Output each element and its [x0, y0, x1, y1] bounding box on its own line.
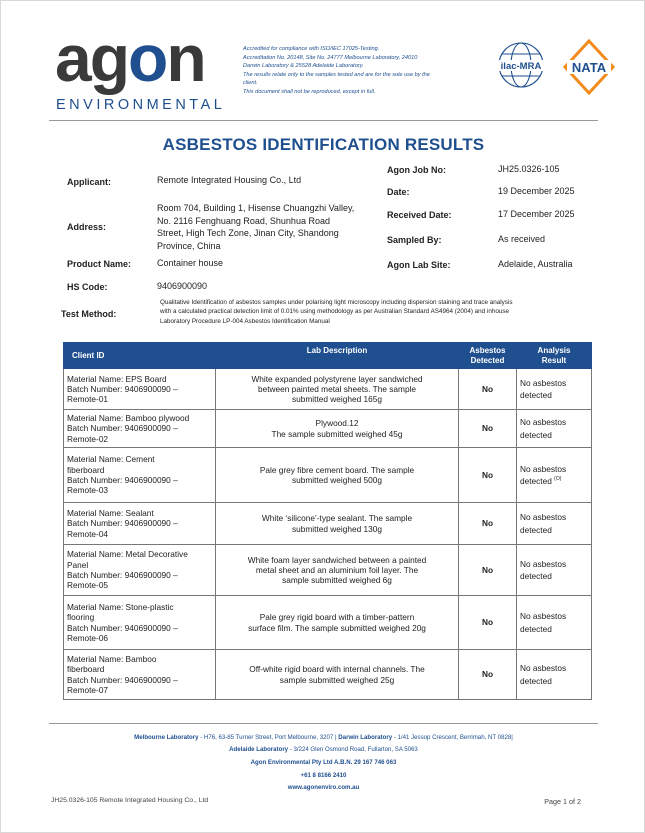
asbestos-detected-cell: No	[459, 448, 517, 503]
lab-description-header: Lab Description	[216, 343, 459, 369]
result-line: No asbestos	[520, 611, 567, 622]
logo-part-1: ag	[55, 21, 129, 95]
desc-line: Pale grey rigid board with a timber-pattern	[259, 612, 415, 623]
result-line	[520, 622, 588, 634]
id-line: Material Name: Bamboo	[67, 653, 157, 664]
nata-logo	[559, 37, 619, 97]
desc-line: Off-white rigid board with internal channels. The	[249, 664, 425, 675]
result-line: No asbestos	[520, 463, 567, 474]
analysis-result-header	[517, 343, 592, 369]
id-line: Batch Number: 9406900090 –	[67, 518, 178, 529]
id-line: Remote-02	[67, 433, 109, 444]
result-line	[520, 388, 588, 400]
table-row	[64, 503, 592, 545]
id-line: Material Name: Sealant	[67, 508, 154, 519]
footer-phone: +61 8 8166 2410	[300, 772, 347, 779]
id-line: Remote-03	[67, 485, 109, 496]
header-line: Result	[541, 355, 567, 365]
accreditation-line: Accredited for compliance with ISO/IEC 17025-Testing.	[243, 46, 380, 52]
lab-description-cell	[216, 650, 459, 700]
result-line	[520, 428, 588, 440]
result-text: detected	[520, 475, 552, 486]
accreditation-line: Accreditation No. 20148, Site No. 24777 Melbourne Laboratory, 24010	[243, 54, 418, 61]
asbestos-detected-cell: No	[459, 410, 517, 448]
client-id-cell	[64, 596, 216, 650]
method-line: with a calculated practical detection limit of 0.01% using methodology as per Australian Standard AS4964 (2004) and inhouse	[160, 308, 509, 316]
analysis-result-cell	[517, 448, 592, 503]
address-line: Province, China	[157, 240, 221, 251]
hs-code-value: 9406900090	[157, 281, 208, 291]
job-no-value: JH25.0326-105	[498, 164, 560, 174]
results-table	[63, 342, 592, 700]
asbestos-detected-cell: No	[459, 596, 517, 650]
accreditation-line: client.	[243, 80, 258, 87]
page-number: Page 1 of 2	[544, 797, 581, 806]
address-line: Street, High Tech Zone, Jinan City, Shandong	[157, 228, 339, 238]
desc-line: metal sheet and an aluminium foil layer. The	[255, 564, 419, 575]
lab-description-cell	[216, 369, 459, 410]
id-line: Batch Number: 9406900090 –	[67, 475, 178, 485]
page-title: ASBESTOS IDENTIFICATION RESULTS	[162, 135, 485, 154]
ilac-label: ilac-MRA	[500, 61, 542, 72]
id-line: Material Name: Cement	[67, 454, 155, 465]
method-line: Qualitative Identification of asbestos samples under polarising light microscopy including dispersion staining and trace analysis	[160, 299, 513, 306]
applicant-value: Remote Integrated Housing Co., Ltd	[157, 175, 302, 185]
sampled-by-label: Sampled By:	[387, 235, 442, 245]
client-id-cell	[64, 503, 216, 545]
result-line: No asbestos	[520, 512, 567, 523]
id-line: fiberboard	[67, 664, 105, 675]
product-name-label: Product Name:	[67, 259, 132, 269]
id-line: Material Name: EPS Board	[67, 373, 167, 384]
analysis-result-cell	[517, 596, 592, 650]
accreditation-line: The results relate only to the samples tested and are for the sole use by the	[243, 71, 430, 78]
footer-labs-line-1	[1, 734, 645, 741]
lab-description-cell	[216, 448, 459, 503]
address-label: Address:	[67, 222, 107, 232]
result-note: (O)	[554, 476, 562, 483]
id-line: Material Name: Bamboo plywood	[67, 413, 190, 424]
date-label: Date:	[387, 187, 410, 197]
result-line	[520, 569, 588, 581]
desc-line: sample submitted weighed 25g	[279, 674, 395, 685]
table-row	[64, 410, 592, 448]
header-line: Analysis	[537, 345, 571, 355]
asbestos-detected-header	[459, 343, 517, 369]
footer-company: Agon Environmental Pty Ltd A.B.N. 29 167 746 063	[250, 759, 397, 766]
melbourne-lab-label: Melbourne Laboratory	[134, 734, 199, 741]
header-line: Detected	[470, 355, 505, 365]
desc-line: between painted metal sheets. The sample	[257, 383, 417, 394]
result-line: No asbestos	[520, 558, 567, 569]
desc-line: surface film. The sample submitted weighed 20g	[248, 622, 426, 633]
asbestos-detected-cell: No	[459, 545, 517, 596]
id-line: Batch Number: 9406900090 –	[67, 423, 178, 434]
id-line: fiberboard	[67, 464, 105, 475]
method-line: Laboratory Procedure LP-004 Asbestos Identification Manual	[160, 317, 330, 325]
received-date-label: Received Date:	[387, 210, 452, 220]
analysis-result-cell	[517, 503, 592, 545]
asbestos-detected-cell: No	[459, 503, 517, 545]
darwin-lab-address: - 1/41 Jessop Crescent, Berrimah, NT 0828|	[392, 734, 513, 741]
melbourne-lab-address: - H76, 63-85 Turner Street, Port Melbourne, 3207 |	[198, 734, 339, 741]
id-line: Panel	[67, 559, 89, 570]
accreditation-line: This document shall not be reproduced, except in full.	[243, 88, 376, 95]
address-line: No. 2116 Fenghuang Road, Shunhua Road	[157, 215, 330, 226]
desc-line: Pale grey fibre cement board. The sample	[259, 464, 415, 475]
desc-line: submitted weighed 500g	[292, 475, 382, 485]
accreditation-line: Darwin Laboratory & 25528 Adelaide Laboratory.	[243, 63, 364, 70]
client-id-cell	[64, 650, 216, 700]
result-text: detected	[520, 570, 552, 581]
result-text: detected	[520, 623, 552, 634]
lab-description-cell	[216, 596, 459, 650]
id-line: Material Name: Stone-plastic	[67, 601, 174, 612]
table-row	[64, 369, 592, 410]
accreditation-text	[243, 45, 475, 97]
table-row	[64, 448, 592, 503]
product-name-value: Container house	[157, 258, 224, 268]
result-line	[520, 674, 588, 686]
test-method-text	[160, 298, 600, 326]
id-line: Batch Number: 9406900090 –	[67, 674, 178, 685]
desc-line: sample submitted weighed 6g	[282, 575, 392, 586]
logo-part-2: o	[128, 21, 167, 95]
asbestos-detected-cell: No	[459, 650, 517, 700]
id-line: Batch Number: 9406900090 –	[67, 570, 178, 580]
desc-line: The sample submitted weighed 45g	[271, 428, 403, 439]
id-line: Remote-07	[67, 684, 109, 695]
received-date-value: 17 December 2025	[498, 209, 575, 219]
adelaide-lab-label: Adelaide Laboratory	[229, 746, 289, 753]
desc-line: White ‘silicone’-type sealant. The sample	[261, 513, 413, 524]
agon-logo	[55, 23, 205, 93]
result-line: No asbestos	[520, 663, 567, 674]
job-no-label: Agon Job No:	[387, 165, 446, 175]
lab-description-cell	[216, 410, 459, 448]
analysis-result-cell	[517, 650, 592, 700]
header-line: Asbestos	[469, 345, 506, 355]
id-line: Remote-01	[67, 394, 109, 405]
document-reference: JH25.0326-105 Remote Integrated Housing Co., Ltd	[51, 797, 209, 804]
desc-line: submitted weighed 165g	[292, 394, 382, 405]
result-line	[520, 523, 588, 535]
id-line: Remote-04	[67, 528, 109, 539]
header-divider	[49, 120, 598, 121]
id-line: Batch Number: 9406900090 –	[67, 383, 178, 394]
result-text: detected	[520, 524, 552, 535]
desc-line: Plywood.12	[315, 418, 359, 429]
analysis-result-cell	[517, 545, 592, 596]
footer-labs-line-2	[1, 746, 645, 753]
lab-site-value: Adelaide, Australia	[498, 259, 573, 269]
id-line: Batch Number: 9406900090 –	[67, 622, 178, 633]
ilac-mra-logo	[491, 37, 551, 97]
result-text: detected	[520, 429, 552, 440]
logo-subtitle: ENVIRONMENTAL	[56, 97, 226, 113]
client-id-header: Client ID	[64, 343, 216, 369]
client-id-cell	[64, 369, 216, 410]
adelaide-lab-address: - 3/224 Glen Osmond Road, Fullarton, SA 5063	[288, 746, 418, 753]
lab-description-cell	[216, 503, 459, 545]
table-row	[64, 650, 592, 700]
asbestos-detected-cell: No	[459, 369, 517, 410]
id-line: Remote-06	[67, 632, 109, 643]
date-value: 19 December 2025	[498, 186, 575, 196]
result-line: No asbestos	[520, 417, 567, 428]
logo-part-3: n	[166, 21, 205, 95]
table-row	[64, 545, 592, 596]
sampled-by-value: As received	[498, 234, 546, 244]
result-line: No asbestos	[520, 377, 567, 388]
result-line	[520, 474, 588, 486]
desc-line: submitted weighed 130g	[292, 523, 382, 534]
result-text: detected	[520, 675, 552, 686]
applicant-label: Applicant:	[67, 177, 111, 187]
test-method-label: Test Method:	[61, 309, 117, 319]
lab-site-label: Agon Lab Site:	[387, 260, 451, 270]
id-line: flooring	[67, 612, 95, 623]
address-value	[157, 202, 382, 252]
desc-line: White expanded polystyrene layer sandwiched	[251, 373, 423, 384]
footer-website[interactable]: www.agonenviro.com.au	[287, 784, 360, 791]
address-line: Room 704, Building 1, Hisense Chuangzhi Valley,	[157, 203, 355, 213]
darwin-lab-label: Darwin Laboratory	[338, 734, 393, 741]
nata-label: NATA	[571, 60, 607, 75]
id-line: Material Name: Metal Decorative	[67, 549, 188, 560]
desc-line: White foam layer sandwiched between a painted	[247, 554, 427, 565]
id-line: Remote-05	[67, 580, 109, 591]
client-id-cell	[64, 448, 216, 503]
result-text: detected	[520, 389, 552, 400]
analysis-result-cell	[517, 369, 592, 410]
client-id-cell	[64, 410, 216, 448]
hs-code-label: HS Code:	[67, 282, 108, 292]
footer-divider	[49, 723, 598, 724]
analysis-result-cell	[517, 410, 592, 448]
client-id-cell	[64, 545, 216, 596]
table-header-row	[64, 343, 592, 369]
lab-description-cell	[216, 545, 459, 596]
table-row	[64, 596, 592, 650]
